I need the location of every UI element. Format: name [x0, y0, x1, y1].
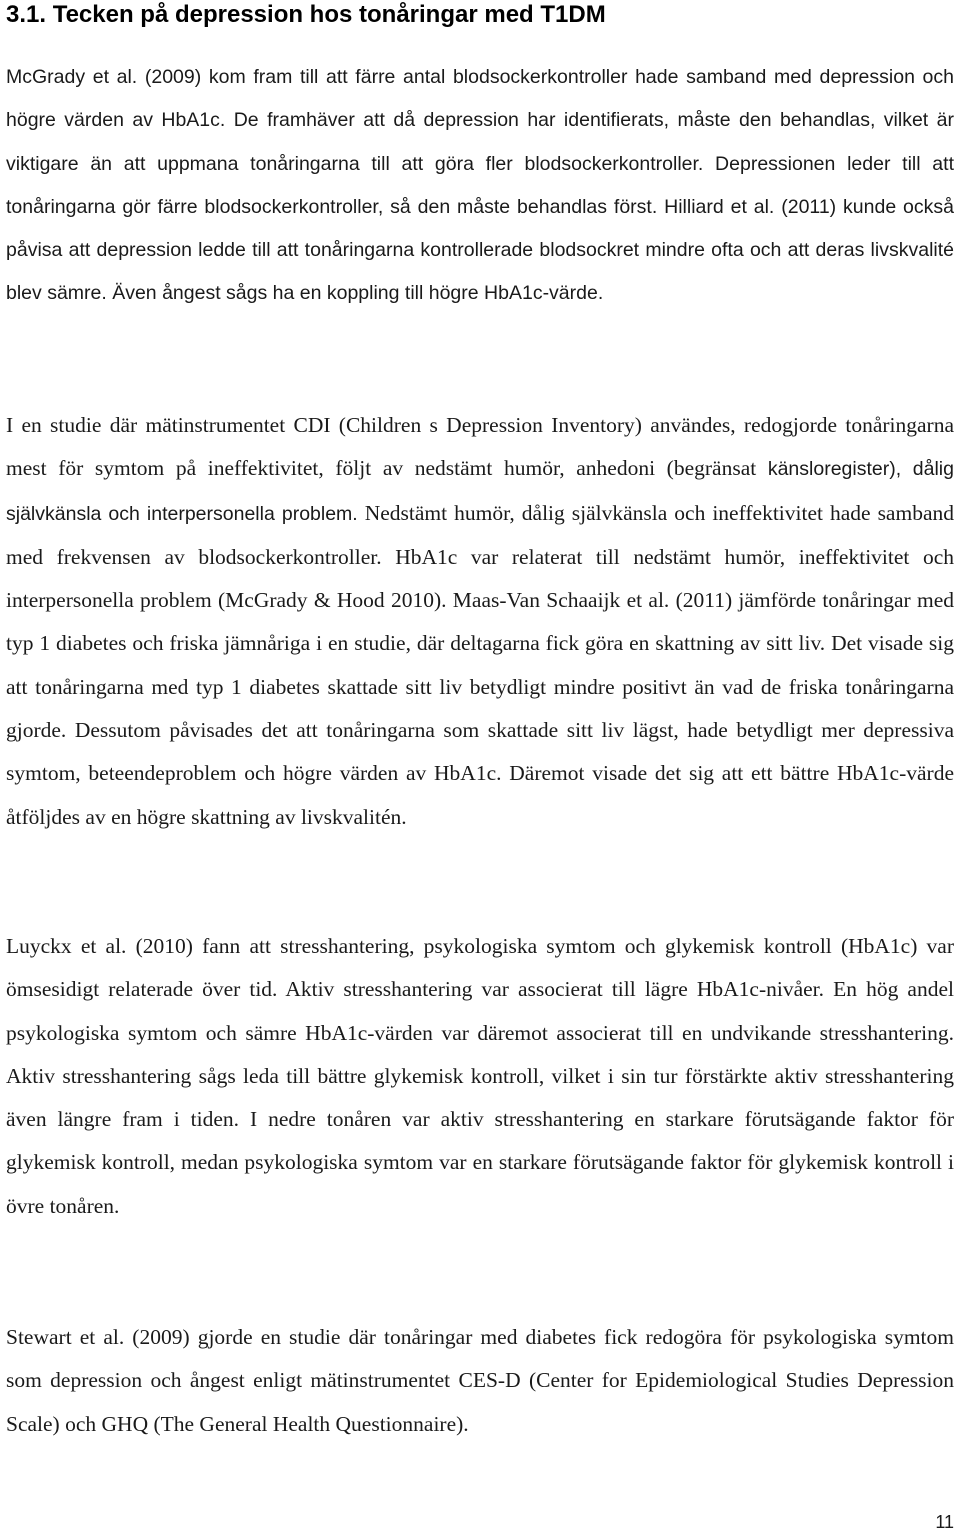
paragraph-1-text: McGrady et al. (2009) kom fram till att färre antal blodsockerkontroller hade samband med depression och högre värden av HbA1c. De framhäver att då depression har identifierats, måste den behandlas, vilket är viktigare än att uppmana tonåringarna till att göra fler blodsockerkontroller. Depressionen leder till att tonåringarna gör färre blodsockerkontroller, så den måste behandlas först. Hilliard et al. (2011) kunde också påvisa att depression ledde till att tonåringarna kontrollerade blodsockret mindre ofta och att deras livskvalité blev sämre. Även ångest sågs ha en koppling till högre HbA1c-värde. [6, 66, 954, 305]
paragraph-stress-management [6, 925, 954, 1228]
paragraph-2-text-a: I en studie där mätinstrumentet CDI (Children s Depression Inventory) användes, redogjorde tonåringarna mest för symtom på ineffektivitet, följt av nedstämt humör, anhedoni (begränsat [6, 413, 954, 481]
paragraph-stewart-study [6, 1316, 954, 1446]
paragraph-2-text-c: Nedstämt humör, dålig självkänsla och ineffektivitet hade samband med frekvensen av blodsockerkontroller. HbA1c var relaterat till nedstämt humör, ineffektivitet och interpersonella problem (McGrady & Hood 2010). Maas-Van Schaaijk et al. (2011) jämförde tonåringar med typ 1 diabetes och friska jämnåriga i en studie, där deltagarna fick göra en skattning av sitt liv. Det visade sig att tonåringarna med typ 1 diabetes skattade sitt liv betydligt mindre positivt än vad de friska tonåringarna gjorde. Dessutom påvisades det att tonåringarna som skattade sitt liv lägst, hade betydligt mer depressiva symtom, beteendeproblem och högre värden av HbA1c. Däremot visade det sig att ett bättre HbA1c-värde åtföljdes av en högre skattning av livskvalitén. [6, 500, 954, 829]
paragraph-depression-hba1c [6, 56, 954, 316]
section-heading: 3.1. Tecken på depression hos tonåringar med T1DM [6, 1, 606, 28]
page-number: 11 [935, 1512, 954, 1532]
paragraph-cdi-study [6, 404, 954, 839]
paragraph-2-text-b: känsloregister), dålig självkänsla och interpersonella problem. [6, 458, 954, 525]
paragraph-3-text: Luyckx et al. (2010) fann att stresshantering, psykologiska symtom och glykemisk kontroll (HbA1c) var ömsesidigt relaterade över tid. Aktiv stresshantering var associerat till lägre HbA1c-nivåer. En hög andel psykologiska symtom och sämre HbA1c-värden var däremot associerat till en undvikande stresshantering. Aktiv stresshantering sågs leda till bättre glykemisk kontroll, vilket i sin tur förstärkte aktiv stresshantering även längre fram i tiden. I nedre tonåren var aktiv stresshantering en starkare förutsägande faktor för glykemisk kontroll, medan psykologiska symtom var en starkare förutsägande faktor för glykemisk kontroll i övre tonåren. [6, 934, 954, 1218]
paragraph-4-text: Stewart et al. (2009) gjorde en studie där tonåringar med diabetes fick redogöra för psykologiska symtom som depression och ångest enligt mätinstrumentet CES-D (Center for Epidemiological Studies Depression Scale) och GHQ (The General Health Questionnaire). [6, 1325, 954, 1436]
